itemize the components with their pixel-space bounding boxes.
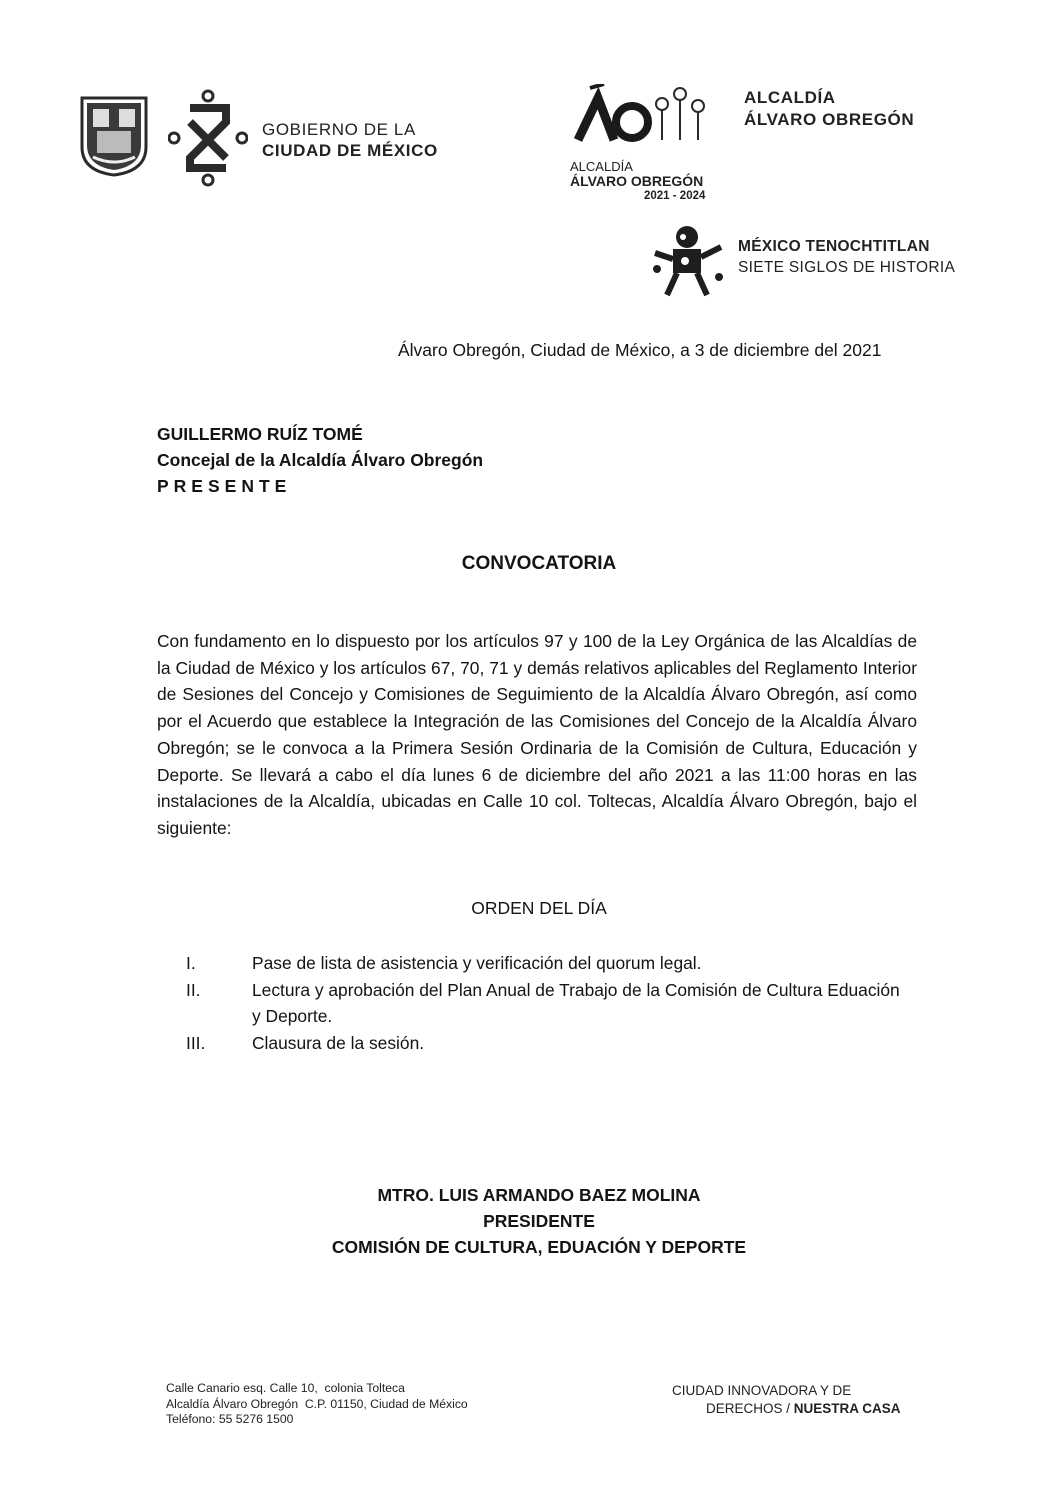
signature-block [0,1182,1058,1260]
document-heading: CONVOCATORIA [461,553,617,574]
agenda-item-text: Lectura y aprobación del Plan Anual de Trabajo de la Comisión de Cultura Eduación y Deporte. [252,979,900,1026]
cdmx-coat-of-arms-icon [79,95,149,177]
alcaldia-logo-years: 2021 - 2024 [644,190,706,202]
alcaldia-logo-caption [570,159,705,204]
agenda-item [186,950,906,977]
alcaldia-logo-small1: ALCALDÍA [570,159,633,174]
agenda-list [186,950,906,1056]
agenda-item-number: III. [186,1032,206,1053]
signature-name: MTRO. LUIS ARMANDO BAEZ MOLINA [377,1185,701,1205]
agenda-item-text: Pase de lista de asistencia y verificación del quorum legal. [252,953,702,973]
signature-role: PRESIDENTE [483,1211,595,1231]
gov-line2: CIUDAD DE MÉXICO [262,141,438,160]
footer-address-line2: Alcaldía Álvaro Obregón C.P. 01150, Ciudad de México [166,1396,468,1411]
gov-line1: GOBIERNO DE LA [262,120,416,139]
gov-logo-text [262,119,438,161]
footer-slogan [672,1382,901,1418]
agenda-item-number: I. [186,953,196,973]
tenochtitlan-glyph-icon [651,223,727,299]
agenda-item [186,977,906,1030]
footer-phone: Teléfono: 55 5276 1500 [166,1412,294,1426]
alcaldia-line2: ÁLVARO OBREGÓN [744,110,915,129]
signature-commission: COMISIÓN DE CULTURA, EDUACIÓN Y DEPORTE [331,1237,747,1257]
footer-slogan-line2 [672,1400,901,1418]
agenda-item [186,1030,906,1057]
footer-slogan-part2: NUESTRA CASA [793,1401,901,1416]
footer-address [166,1381,468,1428]
date-line: Álvaro Obregón, Ciudad de México, a 3 de diciembre del 2021 [398,340,882,360]
agenda-item-text: Clausura de la sesión. [252,1032,425,1053]
alcaldia-title [744,87,914,131]
body-paragraph: Con fundamento en lo dispuesto por los artículos 97 y 100 de la Ley Orgánica de las Alcaldías de la Ciudad de México y los artículos 67, 70, 71 y demás relativos aplicables del Reglamento Interior de Sesiones del Concejo y Comisiones de Seguimiento de la Alcaldía Álvaro Obregón, así como por el Acuerdo que establece la Integración de las Comisiones del Concejo de la Alcaldía Álvaro Obregón; se le convoca a la Primera Sesión Ordinaria de la Comisión de Cultura, Educación y Deporte. Se llevará a cabo el día lunes 6 de diciembre del año 2021 a las 11:00 horas en las instalaciones de la Alcaldía, ubicadas en Calle 10 col. Toltecas, Alcaldía Álvaro Obregón, bajo el siguiente: [157,631,917,838]
footer-slogan-line1: CIUDAD INNOVADORA Y DE [672,1383,852,1398]
alcaldia-line1: ALCALDÍA [744,88,836,107]
agenda-item-number: II. [186,979,201,1000]
addressee-presente: PRESENTE [157,476,292,496]
cdmx-logo-icon [168,88,248,188]
footer-slogan-part1: DERECHOS / [706,1401,794,1416]
tenochtitlan-line2: SIETE SIGLOS DE HISTORIA [738,259,956,276]
alcaldia-logo-small2: ÁLVARO OBREGÓN [570,173,704,189]
alcaldia-logo-icon [570,84,710,154]
addressee-position: Concejal de la Alcaldía Álvaro Obregón [157,450,484,470]
addressee-block [157,421,483,499]
agenda-title: ORDEN DEL DÍA [471,898,607,918]
addressee-name: GUILLERMO RUÍZ TOMÉ [157,424,363,444]
tenochtitlan-text [738,236,955,278]
tenochtitlan-line1: MÉXICO TENOCHTITLAN [738,238,930,255]
footer-address-line1: Calle Canario esq. Calle 10, colonia Tolteca [166,1381,405,1395]
